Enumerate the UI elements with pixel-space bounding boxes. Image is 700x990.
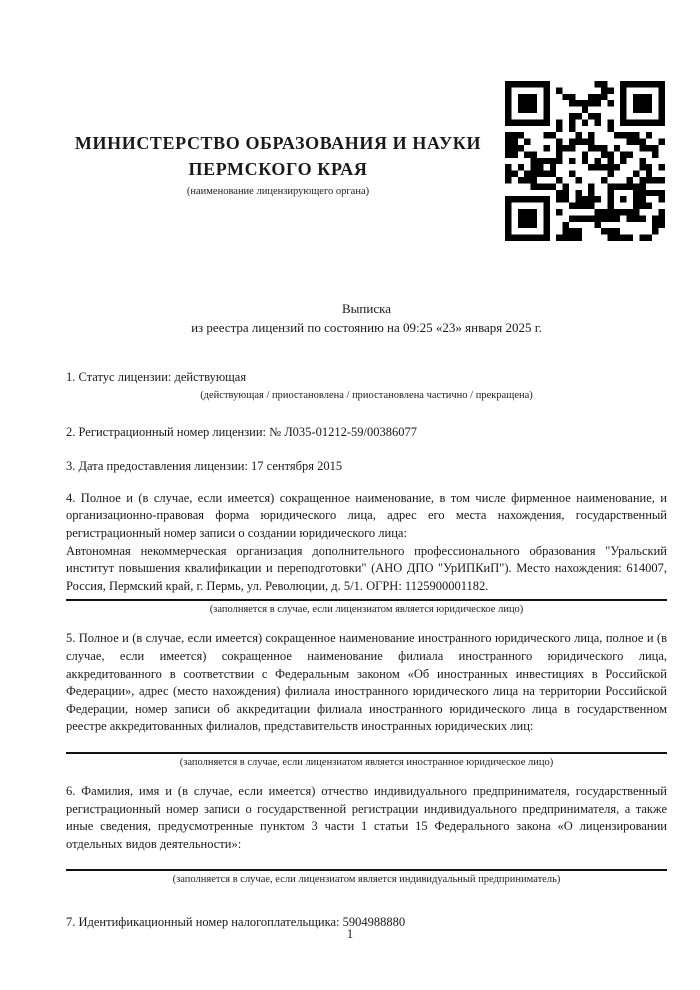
licensing-authority-header	[62, 130, 494, 198]
individual-entrepreneur-note: (заполняется в случае, если лицензиатом является индивидуальный предприниматель)	[172, 874, 561, 886]
qr-code	[505, 80, 665, 242]
foreign-entity-item	[66, 630, 667, 769]
legal-entity-label: 4. Полное и (в случае, если имеется) сокращенное наименование, в том числе фирменное наименование, и организационно-правовая форма юридического лица, адрес его места нахождения, государственный регистрационный номер записи о создании юридического лица:	[66, 490, 667, 540]
legal-entity-item	[66, 490, 667, 617]
legal-entity-value: Автономная некоммерческая организация дополнительного профессионального образования "Уральский институт повышения квалификации и переподготовки" (АНО ДПО "УрИПКиП"). Место нахождения: 614007, Россия, Пермский край, г. Пермь, ул. Революции, д. 5/1. ОГРН: 1125900001182.	[66, 543, 667, 593]
grant-date-text: 3. Дата предоставления лицензии: 17 сентября 2015	[66, 459, 343, 474]
license-status-item	[66, 369, 667, 402]
document-title-line1: Выписка	[342, 301, 391, 316]
document-title-line2: из реестра лицензий по состоянию на 09:25 «23» января 2025 г.	[191, 320, 542, 335]
taxpayer-id-text: 7. Идентификационный номер налогоплательщика: 5904988880	[66, 915, 406, 930]
registration-number-item	[66, 424, 667, 442]
document-title	[66, 299, 667, 337]
ministry-title-line2: ПЕРМСКОГО КРАЯ	[188, 159, 368, 179]
page-number: 1	[346, 927, 354, 941]
fill-in-line	[66, 599, 667, 601]
fill-in-line	[66, 869, 667, 871]
individual-entrepreneur-label: 6. Фамилия, имя и (в случае, если имеется) отчество индивидуального предпринимателя, государственный регистрационный номер записи о государственной регистрации индивидуального предпринимателя, а также иные сведения, предусмотренные пунктом 3 части 1 статьи 15 Федерального закона «О лицензировании отдельных видов деятельности»:	[66, 783, 667, 851]
ministry-title-note: (наименование лицензирующего органа)	[186, 186, 370, 197]
individual-entrepreneur-item	[66, 783, 667, 886]
fill-in-line	[66, 752, 667, 754]
license-status-text: 1. Статус лицензии: действующая	[66, 370, 247, 384]
ministry-title-line1: МИНИСТЕРСТВО ОБРАЗОВАНИЯ И НАУКИ	[74, 133, 482, 153]
foreign-entity-label: 5. Полное и (в случае, если имеется) сокращенное наименование иностранного юридического лица, полное и (в случае, если имеется) сокращенное наименование филиала иностранного юридического лица, аккредитованного в соответствии с Федеральным законом «Об иностранных инвестициях в Российской Федерации», адрес (место нахождения) филиала иностранного юридического лица на территории Российской Федерации, номер записи об аккредитации филиала иностранного юридического лица в государственном реестре аккредитованных филиалов, представительств иностранных юридических лиц:	[66, 631, 667, 734]
grant-date-item	[66, 458, 667, 476]
foreign-entity-note: (заполняется в случае, если лицензиатом является иностранное юридическое лицо)	[179, 756, 554, 768]
registration-number-text: 2. Регистрационный номер лицензии: № Л035-01212-59/00386077	[66, 424, 417, 439]
document-body	[66, 369, 667, 932]
license-status-note: (действующая / приостановлена / приостановлена частично / прекращена)	[200, 389, 533, 401]
legal-entity-note: (заполняется в случае, если лицензиатом является юридическое лицо)	[209, 604, 524, 616]
